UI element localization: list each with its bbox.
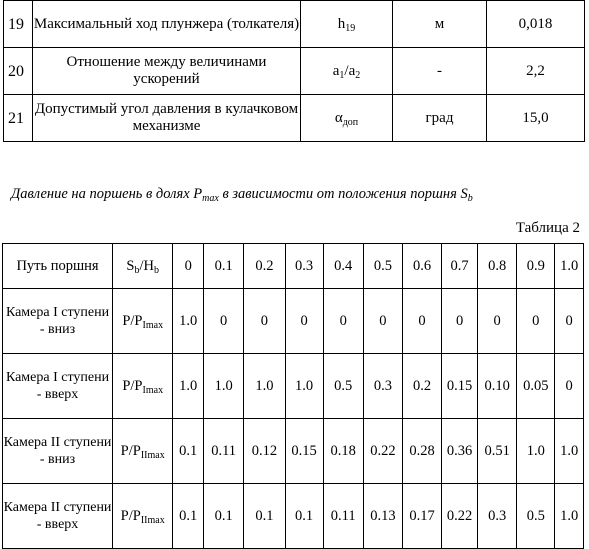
pressure-table (2, 243, 584, 549)
parameter-value: 2,2 (487, 48, 585, 95)
chamber-label: Камера I ступени - вниз (3, 289, 113, 354)
parameter-symbol (301, 95, 393, 142)
caption-p-symbol: P (193, 186, 203, 202)
table-row (3, 419, 584, 484)
ratio-subscript-2: b (153, 264, 159, 276)
position-header: 0.3 (285, 244, 323, 289)
caption-s-subscript: b (467, 193, 473, 204)
value-cell: 0.1 (285, 484, 323, 549)
value-cell: 0.17 (402, 484, 441, 549)
value-cell: 1.0 (204, 354, 244, 419)
table-row (4, 95, 585, 142)
value-cell: 1.0 (244, 354, 285, 419)
value-cell: 0.1 (204, 484, 244, 549)
param-cell (113, 289, 173, 354)
symbol-subscript: 1 (339, 69, 345, 81)
param-text: P/P (122, 312, 143, 329)
table-caption (11, 186, 473, 203)
value-cell: 0.15 (442, 354, 478, 419)
value-cell: 0 (402, 289, 441, 354)
value-cell: 0.1 (244, 484, 285, 549)
table-number-label: Таблица 2 (515, 220, 580, 236)
value-cell: 0 (555, 289, 584, 354)
param-subscript: IImax (140, 514, 165, 526)
param-subscript: Imax (142, 319, 164, 331)
symbol-text: α (334, 109, 343, 126)
table-header-row (3, 244, 584, 289)
parameter-name: Максимальный ход плунжера (толкателя) (33, 1, 301, 48)
param-cell (113, 354, 173, 419)
parameter-unit: - (393, 48, 487, 95)
param-subscript: IImax (140, 449, 165, 461)
caption-p-subscript: max (202, 193, 219, 204)
table-row (3, 484, 584, 549)
value-cell: 0 (442, 289, 478, 354)
value-cell: 0 (478, 289, 517, 354)
value-cell: 0.13 (363, 484, 402, 549)
value-cell: 0 (204, 289, 244, 354)
path-header: Путь поршня (3, 244, 113, 289)
value-cell: 0.15 (285, 419, 323, 484)
value-cell: 0.5 (323, 354, 363, 419)
parameter-value: 15,0 (487, 95, 585, 142)
param-cell (113, 484, 173, 549)
value-cell: 0 (363, 289, 402, 354)
symbol-subscript: 19 (345, 22, 356, 34)
parameter-unit: град (393, 95, 487, 142)
value-cell: 0.36 (442, 419, 478, 484)
value-cell: 0.18 (323, 419, 363, 484)
parameters-table (3, 0, 585, 142)
position-header: 0.1 (204, 244, 244, 289)
value-cell: 0 (517, 289, 555, 354)
table-row (3, 354, 584, 419)
value-cell: 1.0 (555, 419, 584, 484)
caption-s-symbol: S (460, 186, 468, 202)
ratio-symbol: S (126, 257, 135, 274)
position-header: 0.8 (478, 244, 517, 289)
value-cell: 0.3 (478, 484, 517, 549)
row-number: 21 (4, 95, 33, 142)
chamber-label: Камера II ступени - вверх (3, 484, 113, 549)
table-row (4, 48, 585, 95)
value-cell: 0.11 (204, 419, 244, 484)
param-text: P/P (120, 442, 141, 459)
value-cell: 0.2 (402, 354, 441, 419)
value-cell: 0.11 (323, 484, 363, 549)
position-header: 0.7 (442, 244, 478, 289)
value-cell: 0.12 (244, 419, 285, 484)
position-header: 0.9 (517, 244, 555, 289)
position-header: 0.5 (363, 244, 402, 289)
param-subscript: Imax (142, 384, 164, 396)
parameter-symbol (301, 48, 393, 95)
symbol-text: h (337, 15, 346, 32)
table-row (4, 1, 585, 48)
parameter-name: Допустимый угол давления в кулачковом механизме (33, 95, 301, 142)
row-number: 20 (4, 48, 33, 95)
value-cell: 0 (244, 289, 285, 354)
value-cell: 0.51 (478, 419, 517, 484)
position-header: 0.2 (244, 244, 285, 289)
value-cell: 0 (555, 354, 584, 419)
value-cell: 0.1 (173, 484, 204, 549)
value-cell: 1.0 (517, 419, 555, 484)
param-text: P/P (120, 507, 141, 524)
symbol-text-2: /a (344, 62, 356, 79)
parameter-unit: м (393, 1, 487, 48)
value-cell: 0.3 (363, 354, 402, 419)
value-cell: 0.28 (402, 419, 441, 484)
parameter-name: Отношение между величинами ускорений (33, 48, 301, 95)
caption-text-2: в зависимости от положения поршня (218, 186, 461, 202)
table-row (3, 289, 584, 354)
value-cell: 0.22 (363, 419, 402, 484)
ratio-subscript: b (134, 264, 140, 276)
symbol-subscript-2: 2 (355, 69, 361, 81)
row-number: 19 (4, 1, 33, 48)
value-cell: 0 (285, 289, 323, 354)
chamber-label: Камера I ступени - вверх (3, 354, 113, 419)
position-header: 0.4 (323, 244, 363, 289)
symbol-subscript: доп (342, 116, 359, 128)
caption-text-1: Давление на поршень в долях (11, 186, 194, 202)
ratio-symbol-2: /H (139, 257, 154, 274)
param-cell (113, 419, 173, 484)
parameter-value: 0,018 (487, 1, 585, 48)
value-cell: 1.0 (285, 354, 323, 419)
param-text: P/P (122, 377, 143, 394)
position-header: 0 (173, 244, 204, 289)
chamber-label: Камера II ступени - вниз (3, 419, 113, 484)
value-cell: 1.0 (173, 354, 204, 419)
value-cell: 0.10 (478, 354, 517, 419)
symbol-text: a (332, 62, 340, 79)
ratio-header (113, 244, 173, 289)
value-cell: 1.0 (173, 289, 204, 354)
position-header: 0.6 (402, 244, 441, 289)
parameter-symbol (301, 1, 393, 48)
value-cell: 0.1 (173, 419, 204, 484)
value-cell: 1.0 (555, 484, 584, 549)
value-cell: 0.22 (442, 484, 478, 549)
value-cell: 0.05 (517, 354, 555, 419)
value-cell: 0.5 (517, 484, 555, 549)
value-cell: 0 (323, 289, 363, 354)
position-header: 1.0 (555, 244, 584, 289)
